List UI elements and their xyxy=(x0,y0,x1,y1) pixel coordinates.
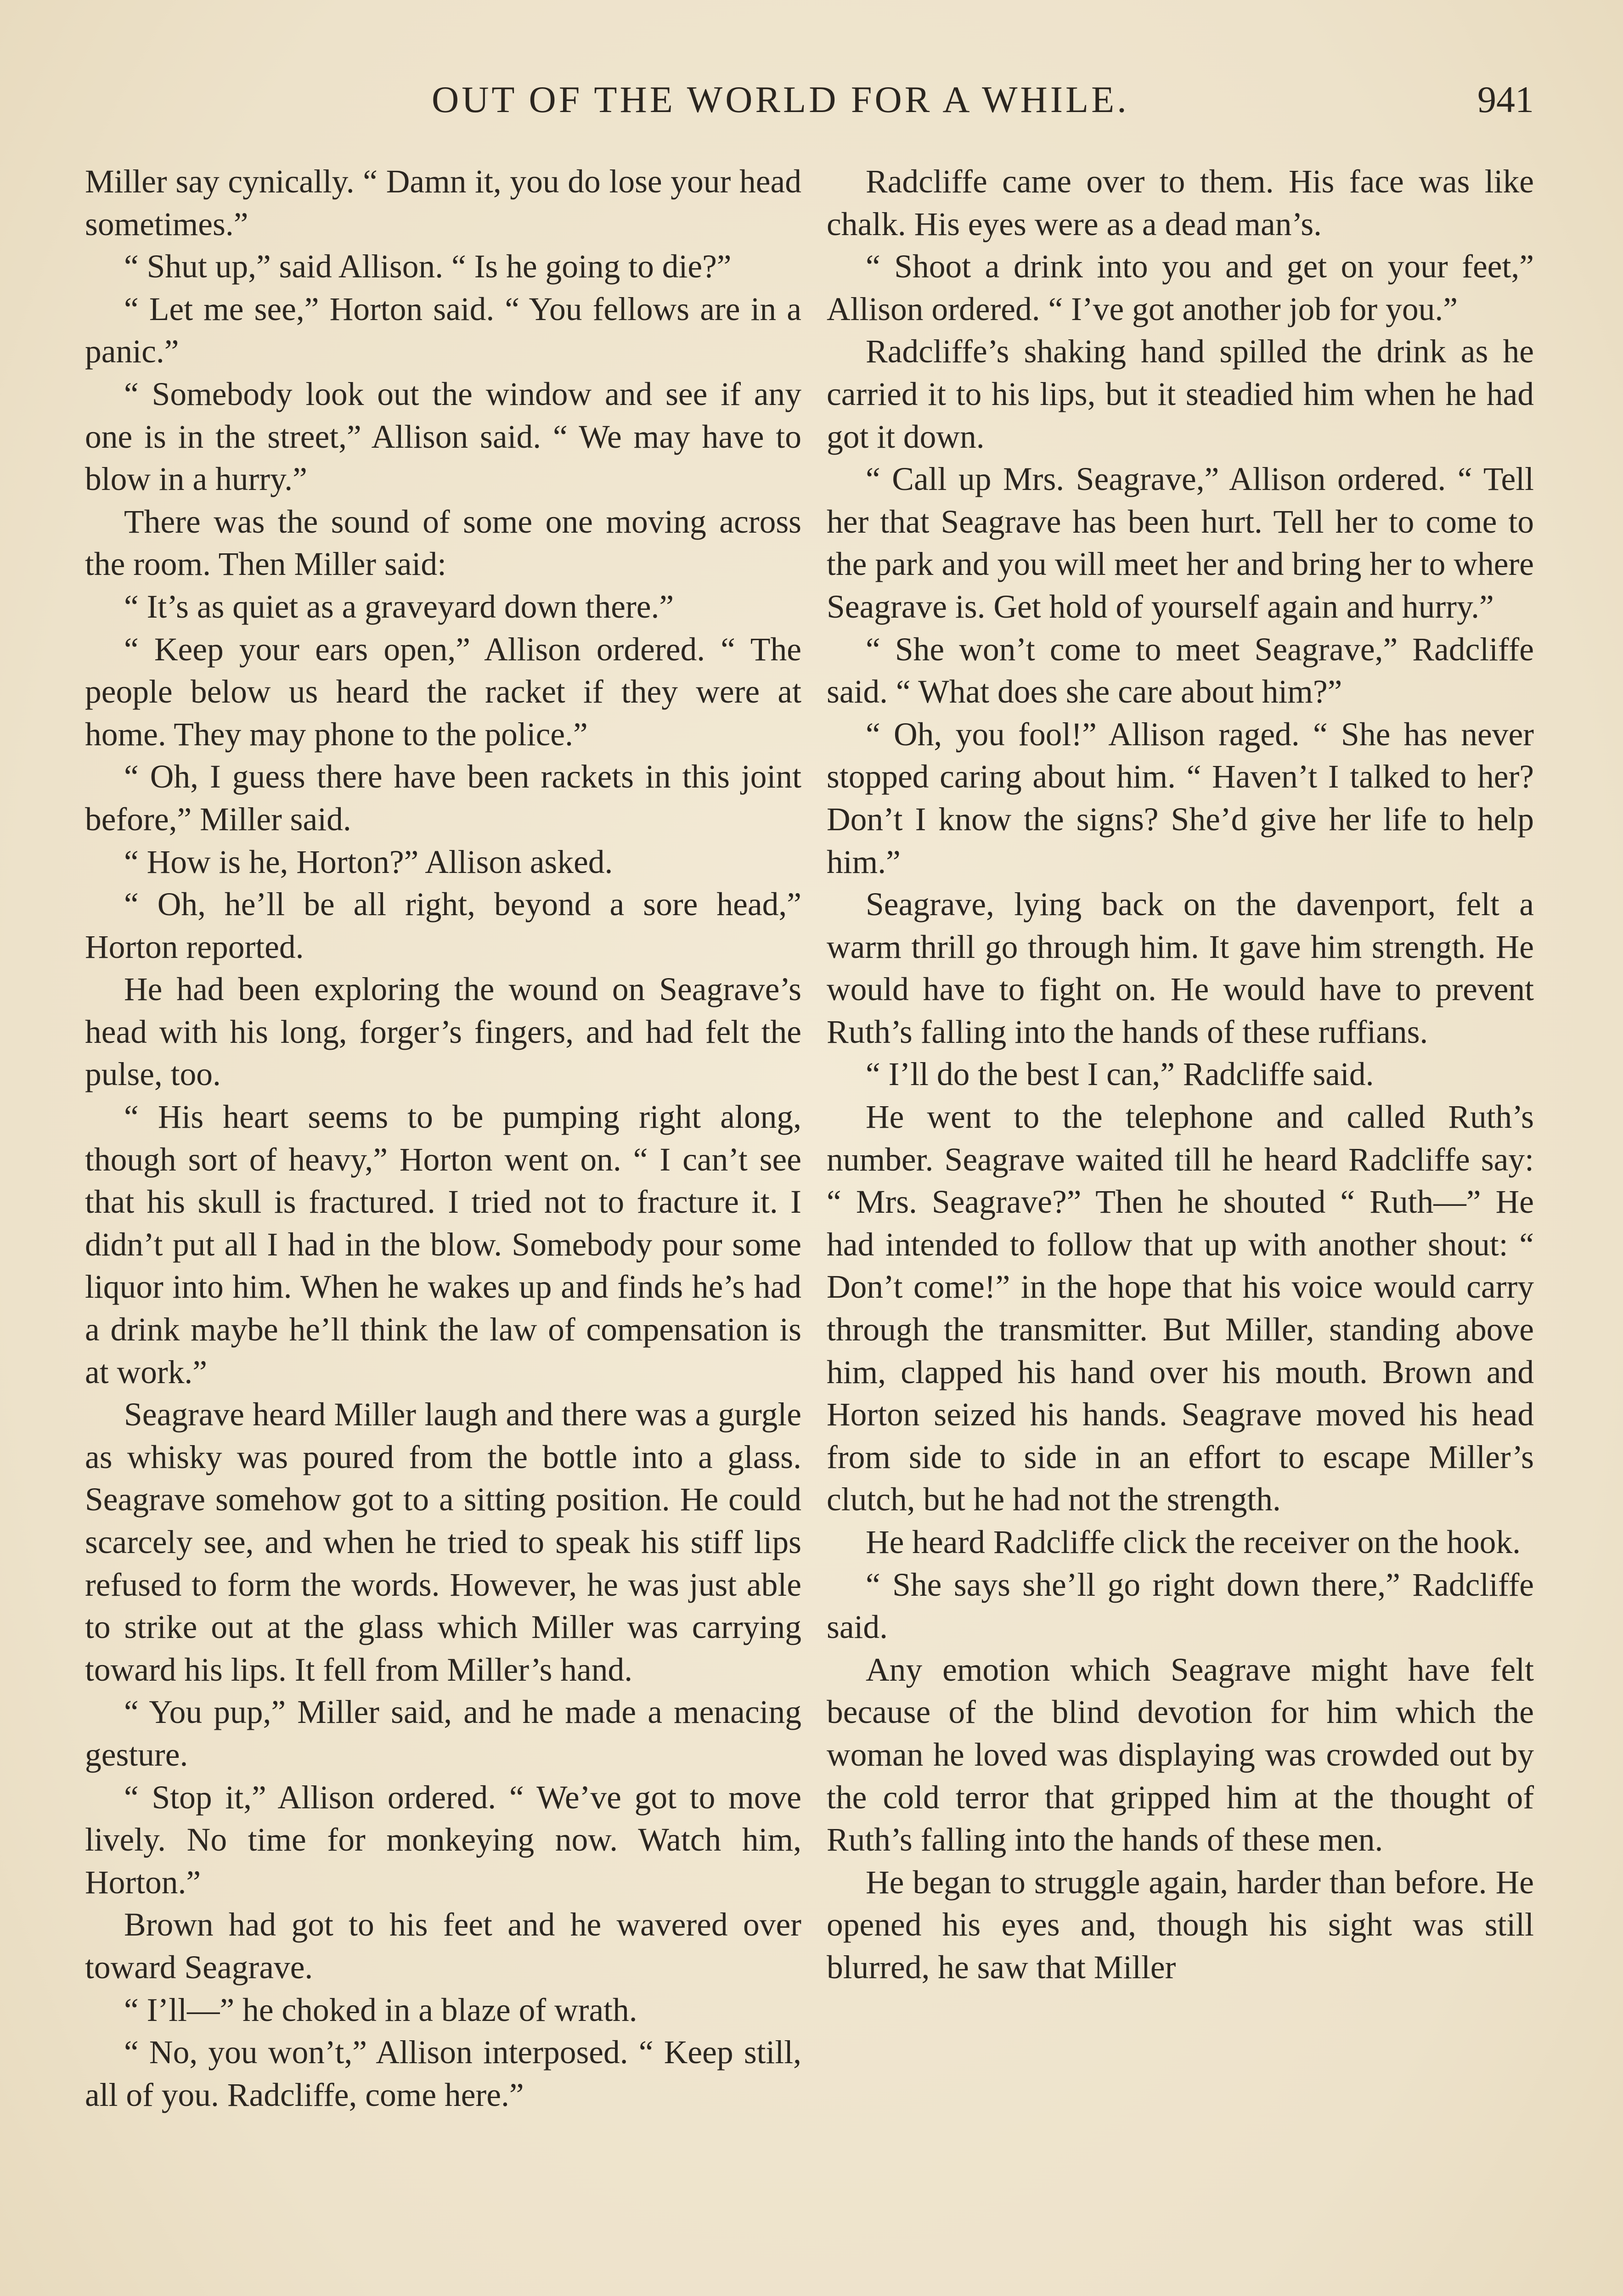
paragraph: He had been exploring the wound on Seagrave’s head with his long, forger’s fingers, and had felt the pulse, too. xyxy=(85,971,801,1093)
paragraph: “ She says she’ll go right down there,” Radcliffe said. xyxy=(827,1566,1534,1646)
paragraph: He went to the telephone and called Ruth’s number. Seagrave waited till he heard Radcliffe say: “ Mrs. Seagrave?” Then he shouted “ Ruth—” He had intended to follow that up with another shout: “ Don’t come!” in the hope that his voice would carry through the transmitter. But Miller, standing above him, clapped his hand over his mouth. Brown and Horton seized his hands. Seagrave moved his head from side to side in an effort to escape Miller’s clutch, but he had not the strength. xyxy=(827,1099,1534,1518)
paragraph: “ Call up Mrs. Seagrave,” Allison ordered. “ Tell her that Seagrave has been hurt. Tell her to come to the park and you will meet her and bring her to where Seagrave is. Get hold of yourself again and hurry.” xyxy=(827,461,1534,625)
paragraph: There was the sound of some one moving across the room. Then Miller said: xyxy=(85,503,801,583)
paragraph: “ I’ll do the best I can,” Radcliffe said. xyxy=(866,1056,1374,1093)
paragraph: Brown had got to his feet and he wavered over toward Seagrave. xyxy=(85,1907,801,1986)
paragraph: He began to struggle again, harder than before. He opened his eyes and, though his sight was still blurred, he saw that Miller xyxy=(827,1864,1534,1986)
running-title: OUT OF THE WORLD FOR A WHILE. xyxy=(432,79,1129,120)
paragraph: “ She won’t come to meet Seagrave,” Radcliffe said. “ What does she care about him?” xyxy=(827,631,1534,710)
paragraph: “ Stop it,” Allison ordered. “ We’ve got to move lively. No time for monkeying now. Watch him, Horton.” xyxy=(85,1779,801,1901)
paragraph: “ Oh, he’ll be all right, beyond a sore head,” Horton reported. xyxy=(85,886,801,965)
page-number: 941 xyxy=(1477,79,1534,120)
paragraph: He heard Radcliffe click the receiver on the hook. xyxy=(866,1524,1521,1560)
paragraph: “ His heart seems to be pumping right along, though sort of heavy,” Horton went on. “ I can’t see that his skull is fractured. I tried not to fracture it. I didn’t put all I had in the blow. Somebody pour some liquor into him. When he wakes up and finds he’s had a drink maybe he’ll think the law of compensation is at work.” xyxy=(85,1099,801,1390)
paragraph: “ Let me see,” Horton said. “ You fellows are in a panic.” xyxy=(85,291,801,370)
paragraph: “ Somebody look out the window and see if any one is in the street,” Allison said. “ We may have to blow in a hurry.” xyxy=(85,376,801,498)
paragraph: Seagrave, lying back on the davenport, felt a warm thrill go through him. It gave him strength. He would have to fight on. He would have to prevent Ruth’s falling into the hands of these ruffians. xyxy=(827,886,1534,1050)
paragraph: “ It’s as quiet as a graveyard down there.” xyxy=(124,588,674,625)
left-column xyxy=(85,161,801,2116)
paragraph: “ I’ll—” he choked in a blaze of wrath. xyxy=(124,1992,637,2028)
paragraph: “ Shoot a drink into you and get on your feet,” Allison ordered. “ I’ve got another job for you.” xyxy=(827,248,1534,327)
paragraph: “ How is he, Horton?” Allison asked. xyxy=(124,844,613,880)
paragraph: “ You pup,” Miller said, and he made a menacing gesture. xyxy=(85,1694,801,1773)
paragraph: “ No, you won’t,” Allison interposed. “ Keep still, all of you. Radcliffe, come here.” xyxy=(85,2034,801,2113)
paragraph: “ Keep your ears open,” Allison ordered. “ The people below us heard the racket if they were at home. They may phone to the police.” xyxy=(85,631,801,753)
paragraph: “ Oh, I guess there have been rackets in this joint before,” Miller said. xyxy=(85,759,801,838)
paragraph: Radcliffe came over to them. His face was like chalk. His eyes were as a dead man’s. xyxy=(827,163,1534,242)
paragraph: Any emotion which Seagrave might have felt because of the blind devotion for him which the woman he loved was displaying was crowded out by the cold terror that gripped him at the thought of Ruth’s falling into the hands of these men. xyxy=(827,1651,1534,1858)
paragraph: Radcliffe’s shaking hand spilled the drink as he carried it to his lips, but it steadied him when he had got it down. xyxy=(827,333,1534,455)
running-header xyxy=(432,78,1534,133)
paragraph: Seagrave heard Miller laugh and there was a gurgle as whisky was poured from the bottle into a glass. Seagrave somehow got to a sitting position. He could scarcely see, and when he tried to speak his stiff lips refused to form the words. However, he was just able to strike out at the glass which Miller was carrying toward his lips. It fell from Miller’s hand. xyxy=(85,1396,801,1688)
paragraph: “ Shut up,” said Allison. “ Is he going to die?” xyxy=(124,248,732,285)
paragraph: Miller say cynically. “ Damn it, you do lose your head sometimes.” xyxy=(85,163,801,242)
right-column xyxy=(827,161,1534,1989)
paragraph: “ Oh, you fool!” Allison raged. “ She has never stopped caring about him. “ Haven’t I talked to her? Don’t I know the signs? She’d give her life to help him.” xyxy=(827,716,1534,880)
